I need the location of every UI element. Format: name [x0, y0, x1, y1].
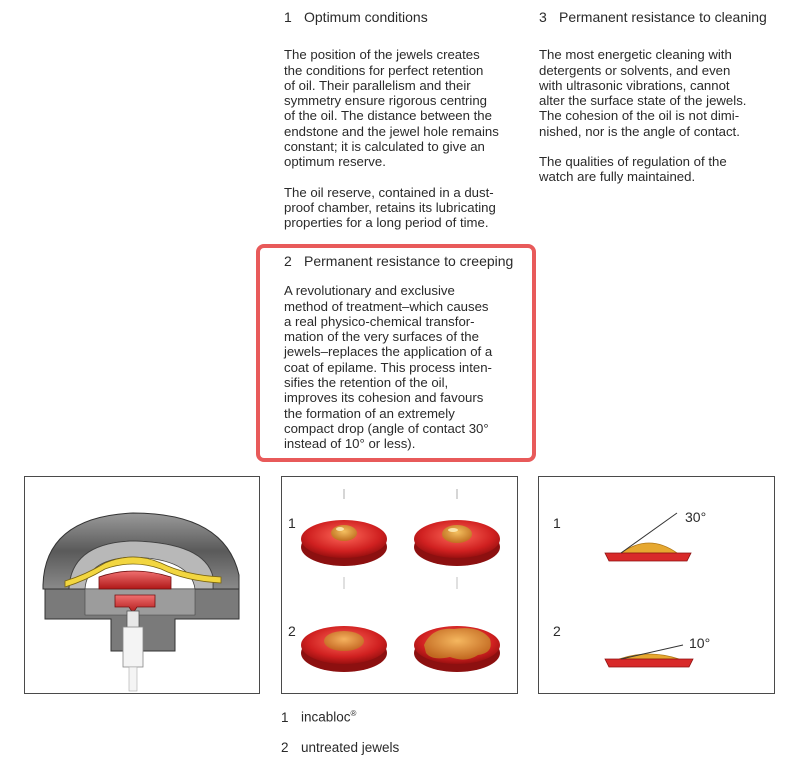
contact-angle-illustration	[539, 477, 774, 693]
section-2-number: 2	[284, 253, 292, 269]
jewel-treated-right	[414, 520, 500, 566]
jewel-treated-left	[301, 520, 387, 566]
section-3-paragraph-2: The qualities of regulation of the watch are fully maintained.	[539, 154, 727, 185]
jewel-comparison-panel	[281, 476, 518, 694]
legend-item-1-number: 1	[281, 709, 289, 725]
section-resistance-to-cleaning	[539, 10, 789, 200]
jewel-untreated-right	[414, 626, 500, 672]
legend-item-2-text: untreated jewels	[301, 740, 400, 755]
angle-row-1-label: 1	[553, 515, 561, 531]
legend-item-1	[281, 709, 356, 725]
contact-angle-10-diagram	[605, 645, 693, 667]
section-3-heading	[539, 10, 789, 25]
angle-row-2-label: 2	[553, 623, 561, 639]
jewel-comparison-illustration	[282, 477, 517, 693]
angle-30-label: 30°	[685, 509, 707, 525]
angle-10-label: 10°	[689, 635, 711, 651]
contact-angle-30-diagram	[605, 513, 691, 561]
legend-item-2-number: 2	[281, 740, 289, 755]
section-optimum-conditions	[284, 10, 529, 246]
section-2-title: Permanent resistance to creeping	[304, 253, 514, 269]
section-2-heading	[284, 254, 529, 269]
section-resistance-to-creeping	[284, 254, 529, 467]
jewel-untreated-left	[301, 626, 387, 672]
section-3-paragraph-1: The most energetic cleaning with detergents or solvents, and even with ultrasonic vibrations, cannot alter the surface state of the jewels. The cohesion of the oil is not dimi- nished, nor is the angle of contact.	[539, 47, 747, 139]
section-1-heading	[284, 10, 529, 25]
section-1-number: 1	[284, 9, 292, 25]
registered-mark: ®	[350, 709, 357, 718]
legend-item-2	[281, 740, 399, 755]
section-2-paragraph: A revolutionary and exclusive method of treatment–which causes a real physico-chemical transfor- mation of the very surfaces of the jewels–replaces the application of a coat of epilame. This process inten- sifies the retention of the oil, improves its cohesion and favours the formation of an extremely compact drop (angle of contact 30° instead of 10° or less).	[284, 283, 493, 452]
section-1-paragraph-1: The position of the jewels creates the conditions for perfect retention of oil. Their parallelism and their symmetry ensure rigorous centring of the oil. The distance between the endstone and the jewel hole remains constant; it is calculated to give an optimum reserve.	[284, 47, 499, 170]
section-3-number: 3	[539, 9, 547, 25]
jewels-row-1-label: 1	[288, 515, 296, 531]
section-1-title: Optimum conditions	[304, 9, 428, 25]
incabloc-cross-section-illustration	[25, 477, 259, 693]
section-3-title: Permanent resistance to cleaning	[559, 9, 767, 25]
contact-angle-panel	[538, 476, 775, 694]
section-1-paragraph-2: The oil reserve, contained in a dust- proof chamber, retains its lubricating properties for a long period of time.	[284, 184, 496, 231]
incabloc-cross-section-panel	[24, 476, 260, 694]
jewels-row-2-label: 2	[288, 623, 296, 639]
legend-item-1-text: incabloc	[301, 709, 351, 725]
